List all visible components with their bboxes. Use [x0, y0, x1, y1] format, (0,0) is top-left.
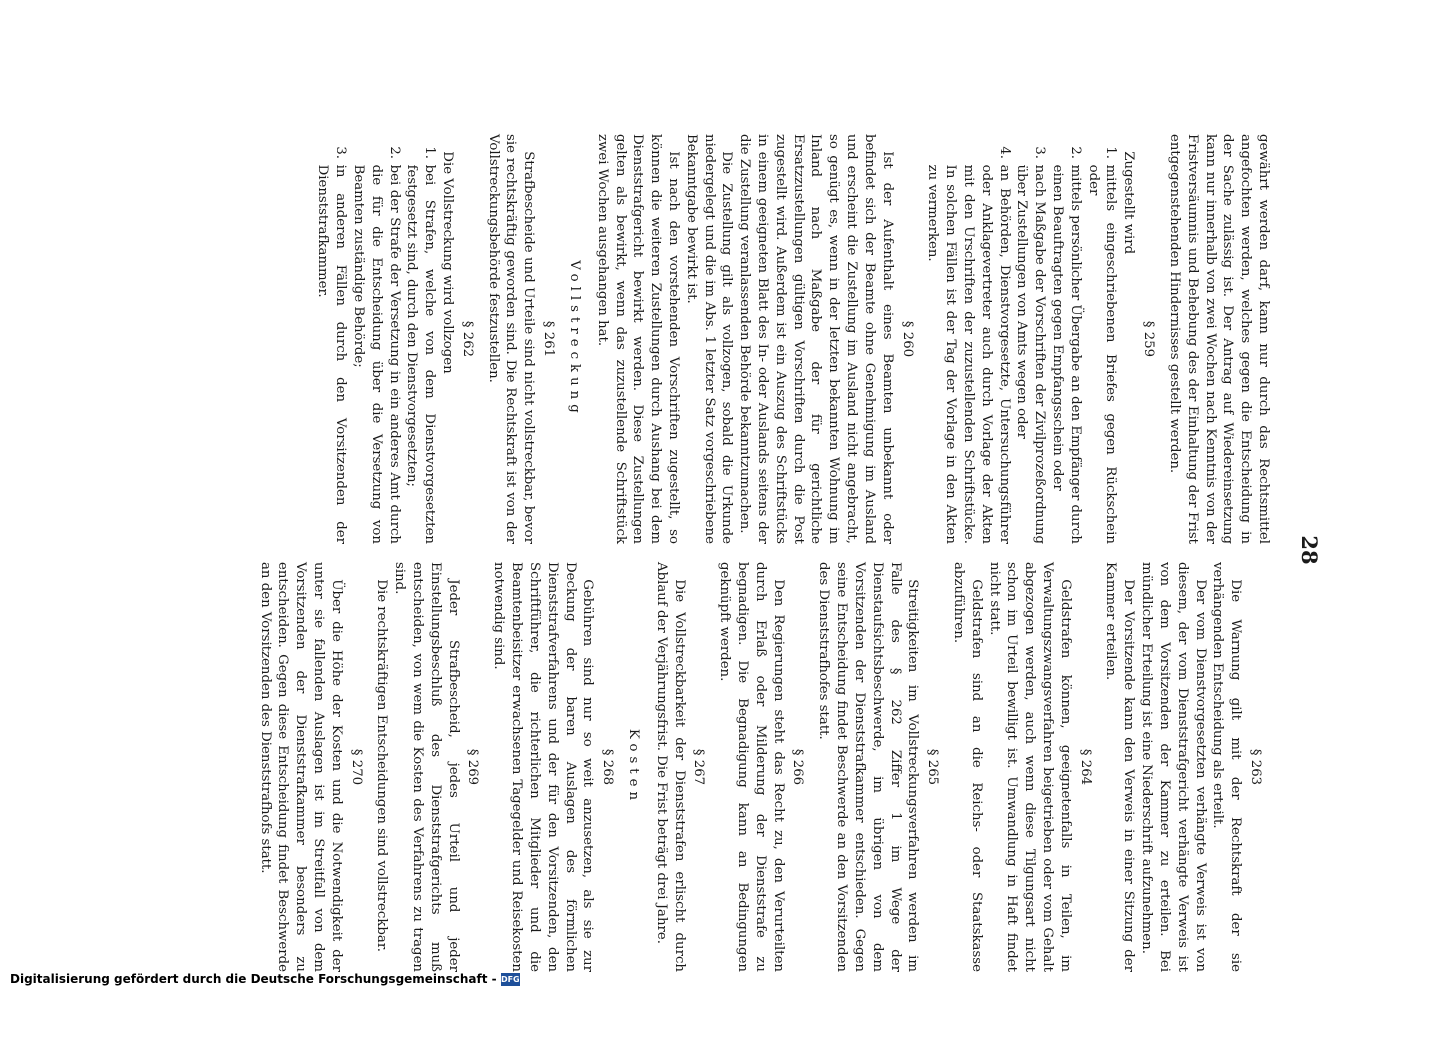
list-item: 1. mittels eingeschriebenen Briefes gegen Rückschein oder — [1084, 163, 1120, 544]
section-number: § 268 — [600, 748, 616, 786]
paragraph: Geldstrafen sind an die Reichs- oder Staatskasse abzuführen. — [951, 562, 984, 972]
section-heading: Kosten — [626, 728, 641, 806]
section-number: § 267 — [691, 748, 707, 786]
paragraph: Der Vorsitzende kann den Verweis in einer Sitzung der Kammer erteilen. — [1103, 562, 1137, 972]
digitization-footer — [10, 972, 523, 986]
document-page — [0, 50, 1384, 1050]
paragraph: Über die Höhe der Kosten und die Notwendigkeit der unter sie fallenden Auslagen ist im Streitfall von dem Vorsitzenden der Dienststrafkammer besonders zu entscheiden. Gegen diese Entscheidung findet Beschwerde an den Vorsitzenden des Dienststrafhofs statt. — [257, 562, 344, 972]
paragraph: Gebühren sind nur so weit anzusetzen, als sie zur Deckung der baren Auslagen des förmlichen Dienststrafverfahrens und der für den Vorsitzenden, den Schriftführer, die richterlichen Mitglieder und die Beamtenbeisitzer erwachsenen Tagegelder und Reisekosten notwendig sind. — [491, 562, 596, 972]
numbered-list — [314, 134, 439, 544]
paragraph: Ist nach den vorstehenden Vorschriften zugestellt, so können die weiteren Zustellungen durch Aushang bei dem Dienststrafgericht bewirkt werden. Diese Zustellungen gelten als bewirkt, wenn das zuzustellende Schriftstück zwei Wochen ausgehangen hat. — [594, 134, 681, 544]
list-item: 3. nach Maßgabe der Vorschriften der Zivilprozeßordnung über Zustellungen von Amts wegen oder — [1013, 163, 1049, 544]
left-column — [314, 134, 1272, 544]
footer-text: Digitalisierung gefördert durch die Deutsche Forschungsgemeinschaft - — [10, 972, 497, 986]
paragraph: Die Vollstreckbarkeit der Dienststrafen erlischt durch Ablauf der Verjährungsfrist. Die Frist beträgt drei Jahre. — [653, 562, 687, 972]
paragraph: Den Regierungen steht das Recht zu, den Verurteilten durch Erlaß oder Milderung der Dienststrafe zu begnadigen. Die Begnadigung kann an Bedingungen geknüpft werden. — [717, 562, 786, 972]
paragraph: Strafbescheide und Urteile sind nicht vollstreckbar, bevor sie rechtskräftig geworden sind. Die Rechtskraft ist von der Vollstreckungsbehörde festzustellen. — [485, 134, 537, 544]
paragraph: Jeder Strafbescheid, jedes Urteil und jeder Einstellungsbeschluß des Dienststrafgerichts muß entscheiden, von wem die Kosten des Verfahrens zu tragen sind. — [392, 562, 461, 972]
section-number: § 262 — [459, 320, 475, 358]
right-column — [256, 562, 1272, 972]
dfg-logo-icon: DFG — [500, 975, 520, 984]
page-number: 28 — [1297, 535, 1322, 565]
paragraph: Der vom Dienstvorgesetzten verhängte Verweis ist von diesem, der vom Dienststrafgericht verhängte Verweis ist von dem Vorsitzenden der Kammer zu erteilen. Bei mündlicher Erteilung ist eine Niederschrift aufzunehmen. — [1139, 562, 1208, 972]
paragraph: gewährt werden darf, kann nur durch das Rechtsmittel angefochten werden, welches gegen die Entscheidung in der Sache zulässig ist. Der Antrag auf Wiedereinsetzung kann nur innerhalb von zwei Wochen nach Kenntnis von der Fristversäumnis und Behebung des der Einhaltung der Frist entgegenstehenden Hindernisses gestellt werden. — [1166, 134, 1271, 544]
section-number: § 270 — [348, 748, 364, 786]
list-item: 2. bei der Strafe der Versetzung in ein anderes Amt durch die für die Entscheidung über die Versetzung von Beamten zuständige Behörde; — [349, 163, 402, 544]
section-number: § 263 — [1248, 748, 1263, 786]
paragraph: Streitigkeiten im Vollstreckungsverfahren werden im Falle des § 262 Ziffer 1 im Wege der Dienstaufsichtsbeschwerde, im übrigen von dem Vorsitzenden der Dienststrafkammer entschieden. Gegen seine Entscheidung findet Beschwerde an den Vorsitzenden des Dienststrafhofes statt. — [816, 562, 921, 972]
list-item: 3. in anderen Fällen durch den Vorsitzenden der Dienststrafkammer. — [314, 163, 350, 544]
paragraph: Die Warnung gilt mit der Rechtskraft der sie verhängenden Entscheidung als erteilt. — [1210, 562, 1244, 972]
section-number: § 265 — [925, 748, 941, 786]
section-number: § 266 — [790, 748, 806, 786]
list-item: 2. mittels persönlicher Übergabe an den Empfänger durch einen Beauftragten gegen Empfangsschein oder — [1048, 163, 1084, 544]
list-item: 1. bei Strafen, welche von dem Dienstvorgesetzten festgesetzt sind, durch den Dienstvorgesetzten; — [403, 163, 439, 544]
paragraph: Die rechtskräftigen Entscheidungen sind vollstreckbar. — [374, 579, 390, 952]
section-number: § 264 — [1077, 748, 1093, 786]
paragraph: Ist der Aufenthalt eines Beamten unbekannt oder befindet sich der Beamte ohne Genehmigung im Ausland und erscheint die Zustellung im Ausland nicht angebracht, so genügt es, wenn in der letzten bekannten Wohnung im Inland nach Maßgabe der für gerichtliche Ersatzzustellungen gültigen Vorschriften durch die Post zugestellt wird. Außerdem ist ein Auszug des Schriftstücks in einem geeigneten Blatt des In- oder Auslands seitens der die Zustellung veranlassenden Behörde bekanntzumachen. — [737, 134, 895, 544]
section-heading: Vollstreckung — [566, 260, 582, 418]
section-number: § 260 — [899, 320, 915, 358]
section-number: § 259 — [1141, 320, 1157, 358]
section-number: § 269 — [465, 748, 481, 786]
paragraph: Zugestellt wird — [1121, 151, 1137, 255]
numbered-list — [924, 134, 1120, 544]
paragraph: Die Zustellung gilt als vollzogen, sobald die Urkunde niedergelegt und die im Abs. 1 letzter Satz vorgeschriebene Bekanntgabe bewirkt ist. — [683, 134, 735, 544]
paragraph: Geldstrafen können, geeignetenfalls in Teilen, im Verwaltungszwangsverfahren beigetrieben oder vom Gehalt abgezogen werden, auch wenn diese Tilgungsart nicht schon im Urteil bewilligt ist. Umwandlung in Haft findet nicht statt. — [986, 562, 1073, 972]
list-item: 4. an Behörden, Dienstvorgesetzte, Untersuchungsführer oder Anklagevertreter auch durch Vorlage der Akten mit den Urschriften der zuzustellenden Schriftstücke. In solchen Fällen ist der Tag der Vorlage in den Akten zu vermerken. — [924, 163, 1013, 544]
section-number: § 261 — [541, 320, 557, 358]
paragraph: Die Vollstreckung wird vollzogen — [440, 151, 456, 374]
